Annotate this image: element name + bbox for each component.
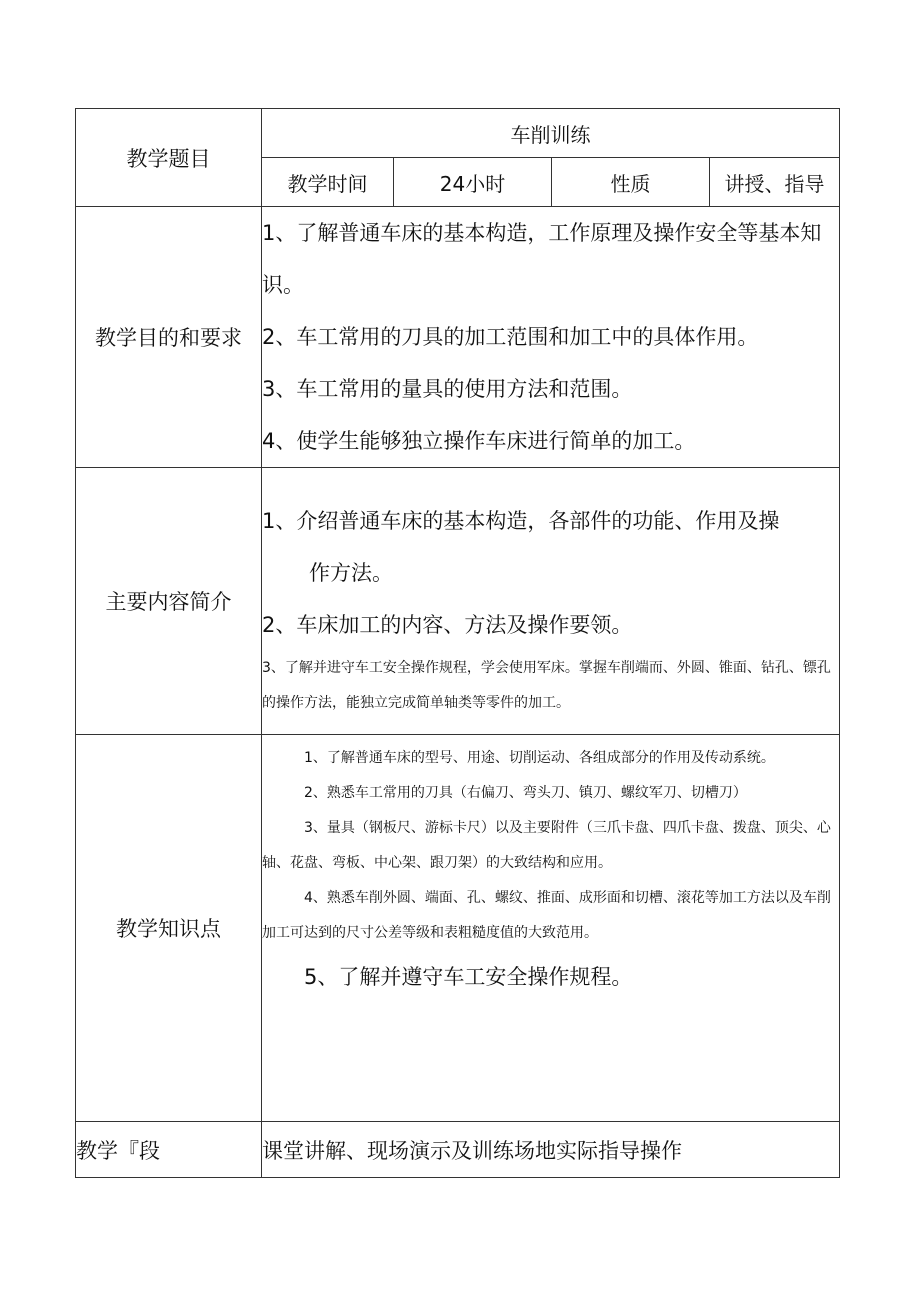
knowledge-item: 3、量具（钢板尺、游标卡尺）以及主要附件（三爪卡盘、四爪卡盘、拨盘、顶尖、心轴、花盘、弯板、中心架、跟刀架）的大致结构和应用。	[262, 820, 831, 871]
content-item-3: 3、了解并进守车工安全操作规程，学会使用军床。掌握车削端而、外圆、锥面、钻孔、镖孔的操作方法，能独立完成简单轴类等零件的加工。	[262, 660, 831, 711]
objectives-label: 教学目的和要求	[76, 207, 262, 468]
knowledge-content	[262, 735, 840, 1122]
knowledge-item: 4、熟悉车削外圆、端面、孔、螺纹、推面、成形面和切槽、滚花等加工方法以及车削加工可达到的尺寸公差等级和表粗糙度值的大致范用。	[262, 890, 831, 941]
knowledge-row	[76, 735, 840, 1122]
content-item-2: 2、车床加工的内容、方法及操作要领。	[262, 613, 633, 637]
method-row	[76, 1122, 840, 1178]
content-item-1b: 作方法。	[309, 561, 393, 585]
topic-row	[76, 109, 840, 158]
objective-item: 2、车工常用的刀具的加工范围和加工中的具体作用。	[262, 325, 759, 349]
knowledge-item-5: 5、了解并遵守车工安全操作规程。	[304, 965, 633, 989]
knowledge-label: 教学知识点	[76, 735, 262, 1122]
knowledge-item: 1、了解普通车床的型号、用途、切削运动、各组成部分的作用及传动系统。	[304, 750, 775, 766]
objective-item: 4、使学生能够独立操作车床进行简单的加工。	[262, 429, 696, 453]
nature-label: 性质	[552, 158, 710, 207]
content-label: 主要内容简介	[76, 468, 262, 735]
topic-value: 车削训练	[262, 109, 840, 158]
objectives-content	[262, 207, 840, 468]
content-content	[262, 468, 840, 735]
knowledge-item: 2、熟悉车工常用的刀具（右偏刀、弯头刀、镇刀、螺纹军刀、切槽刀）	[304, 785, 747, 801]
lesson-plan-table	[75, 108, 840, 1178]
nature-value: 讲授、指导	[710, 158, 840, 207]
time-label: 教学时间	[262, 158, 394, 207]
content-item-1a: 1、介绍普通车床的基本构造，各部件的功能、作用及操	[262, 509, 780, 533]
method-value: 课堂讲解、现场演示及训练场地实际指导操作	[262, 1122, 840, 1178]
objective-item: 1、了解普通车床的基本构造，工作原理及操作安全等基本知识。	[262, 221, 822, 297]
topic-label: 教学题目	[76, 109, 262, 207]
time-value: 24小时	[394, 158, 552, 207]
method-label: 教学『段	[76, 1122, 262, 1178]
content-row	[76, 468, 840, 735]
objective-item: 3、车工常用的量具的使用方法和范围。	[262, 377, 633, 401]
objectives-row	[76, 207, 840, 468]
